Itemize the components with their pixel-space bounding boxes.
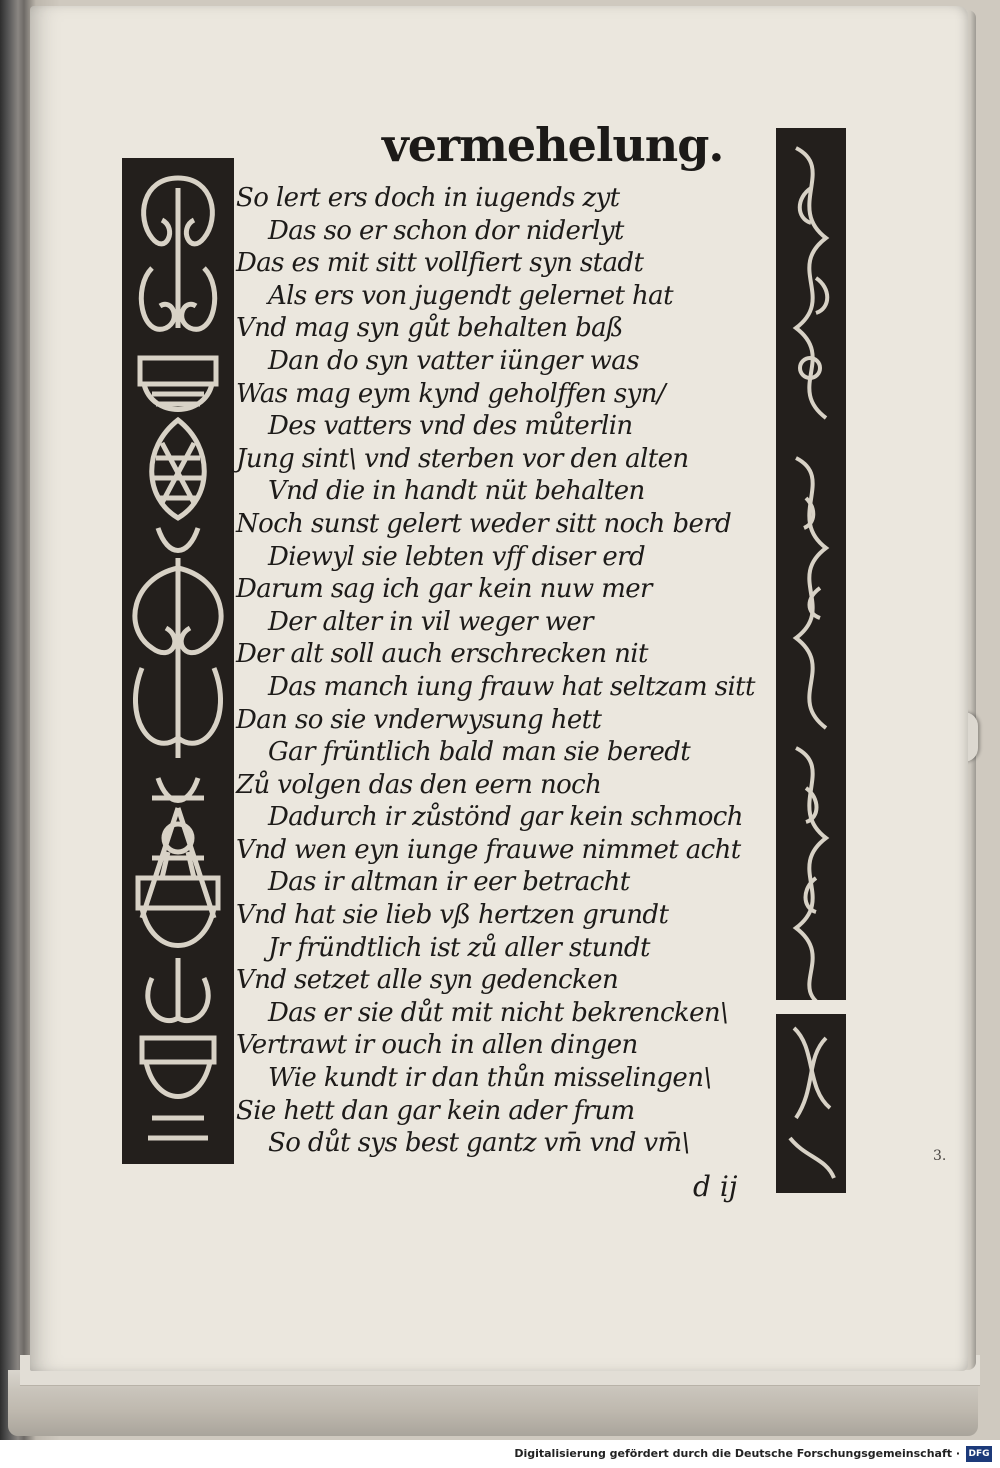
verse-line: Dan so sie vnderwysung hett <box>236 704 602 735</box>
dfg-logo: DFG <box>966 1446 992 1462</box>
verse-line: Vnd die in handt nüt behalten <box>268 476 645 507</box>
verse-line: So důt sys best gantz vm̄ vnd vm̄\ <box>268 1128 690 1159</box>
ornamental-border-right-icon <box>776 128 846 1193</box>
verse-line: Vnd hat sie lieb vß hertzen grundt <box>236 900 669 931</box>
verse-line: Vnd wen eyn iunge frauwe nimmet acht <box>236 834 741 865</box>
verse-line: Das manch iung frauw hat seltzam sitt <box>268 671 755 702</box>
verse-line: Der alt soll auch erschrecken nit <box>236 639 648 670</box>
verse-line: Gar früntlich bald man sie beredt <box>268 737 691 768</box>
verse-line: Das so er schon dor niderlyt <box>268 215 624 246</box>
verse-line: Was mag eym kynd geholffen syn/ <box>236 378 666 409</box>
verse-line: Jung sint\ vnd sterben vor den alten <box>236 443 689 474</box>
verse-line: Sie hett dan gar kein ader frum <box>236 1095 635 1126</box>
verse-line: Vertrawt ir ouch in allen dingen <box>236 1030 638 1061</box>
verse-line: Zů volgen das den eern noch <box>236 769 602 800</box>
verse-line: So lert ers doch in iugends zyt <box>236 183 620 213</box>
verse-line: Vnd setzet alle syn gedencken <box>236 965 619 996</box>
signature-mark: d ij <box>693 1170 738 1203</box>
verse-line: Darum sag ich gar kein nuw mer <box>236 574 652 605</box>
verse-line: Vnd mag syn gůt behalten baß <box>236 313 623 344</box>
verse-line: Das es mit sitt vollfiert syn stadt <box>236 248 644 279</box>
verse-line: Dadurch ir zůstönd gar kein schmoch <box>268 802 743 833</box>
verse-line: Des vatters vnd des můterlin <box>268 411 633 442</box>
verse-line: Jr fründtlich ist zů aller stundt <box>268 932 650 963</box>
verse-line: Als ers von jugendt gelernet hat <box>268 280 673 311</box>
verse-line: Der alter in vil weger wer <box>268 606 594 637</box>
page-heading: vermehelung. <box>382 118 724 172</box>
verse-line: Wie kundt ir dan thůn misselingen\ <box>268 1063 712 1094</box>
verse-block <box>236 182 781 1160</box>
margin-mark: 3. <box>933 1148 947 1164</box>
verse-line: Diewyl sie lebten vff diser erd <box>268 541 646 572</box>
footer-credit: Digitalisierung gefördert durch die Deutsche Forschungsgemeinschaft · <box>514 1447 960 1460</box>
verse-line: Noch sunst gelert weder sitt noch berd <box>236 508 732 539</box>
ornamental-border-left-icon <box>122 158 234 1164</box>
verse-line: Das ir altman ir eer betracht <box>268 867 630 898</box>
verse-line: Das er sie důt mit nicht bekrencken\ <box>268 997 729 1028</box>
footer-bar <box>0 1440 1000 1468</box>
verse-line: Dan do syn vatter iünger was <box>268 345 639 376</box>
